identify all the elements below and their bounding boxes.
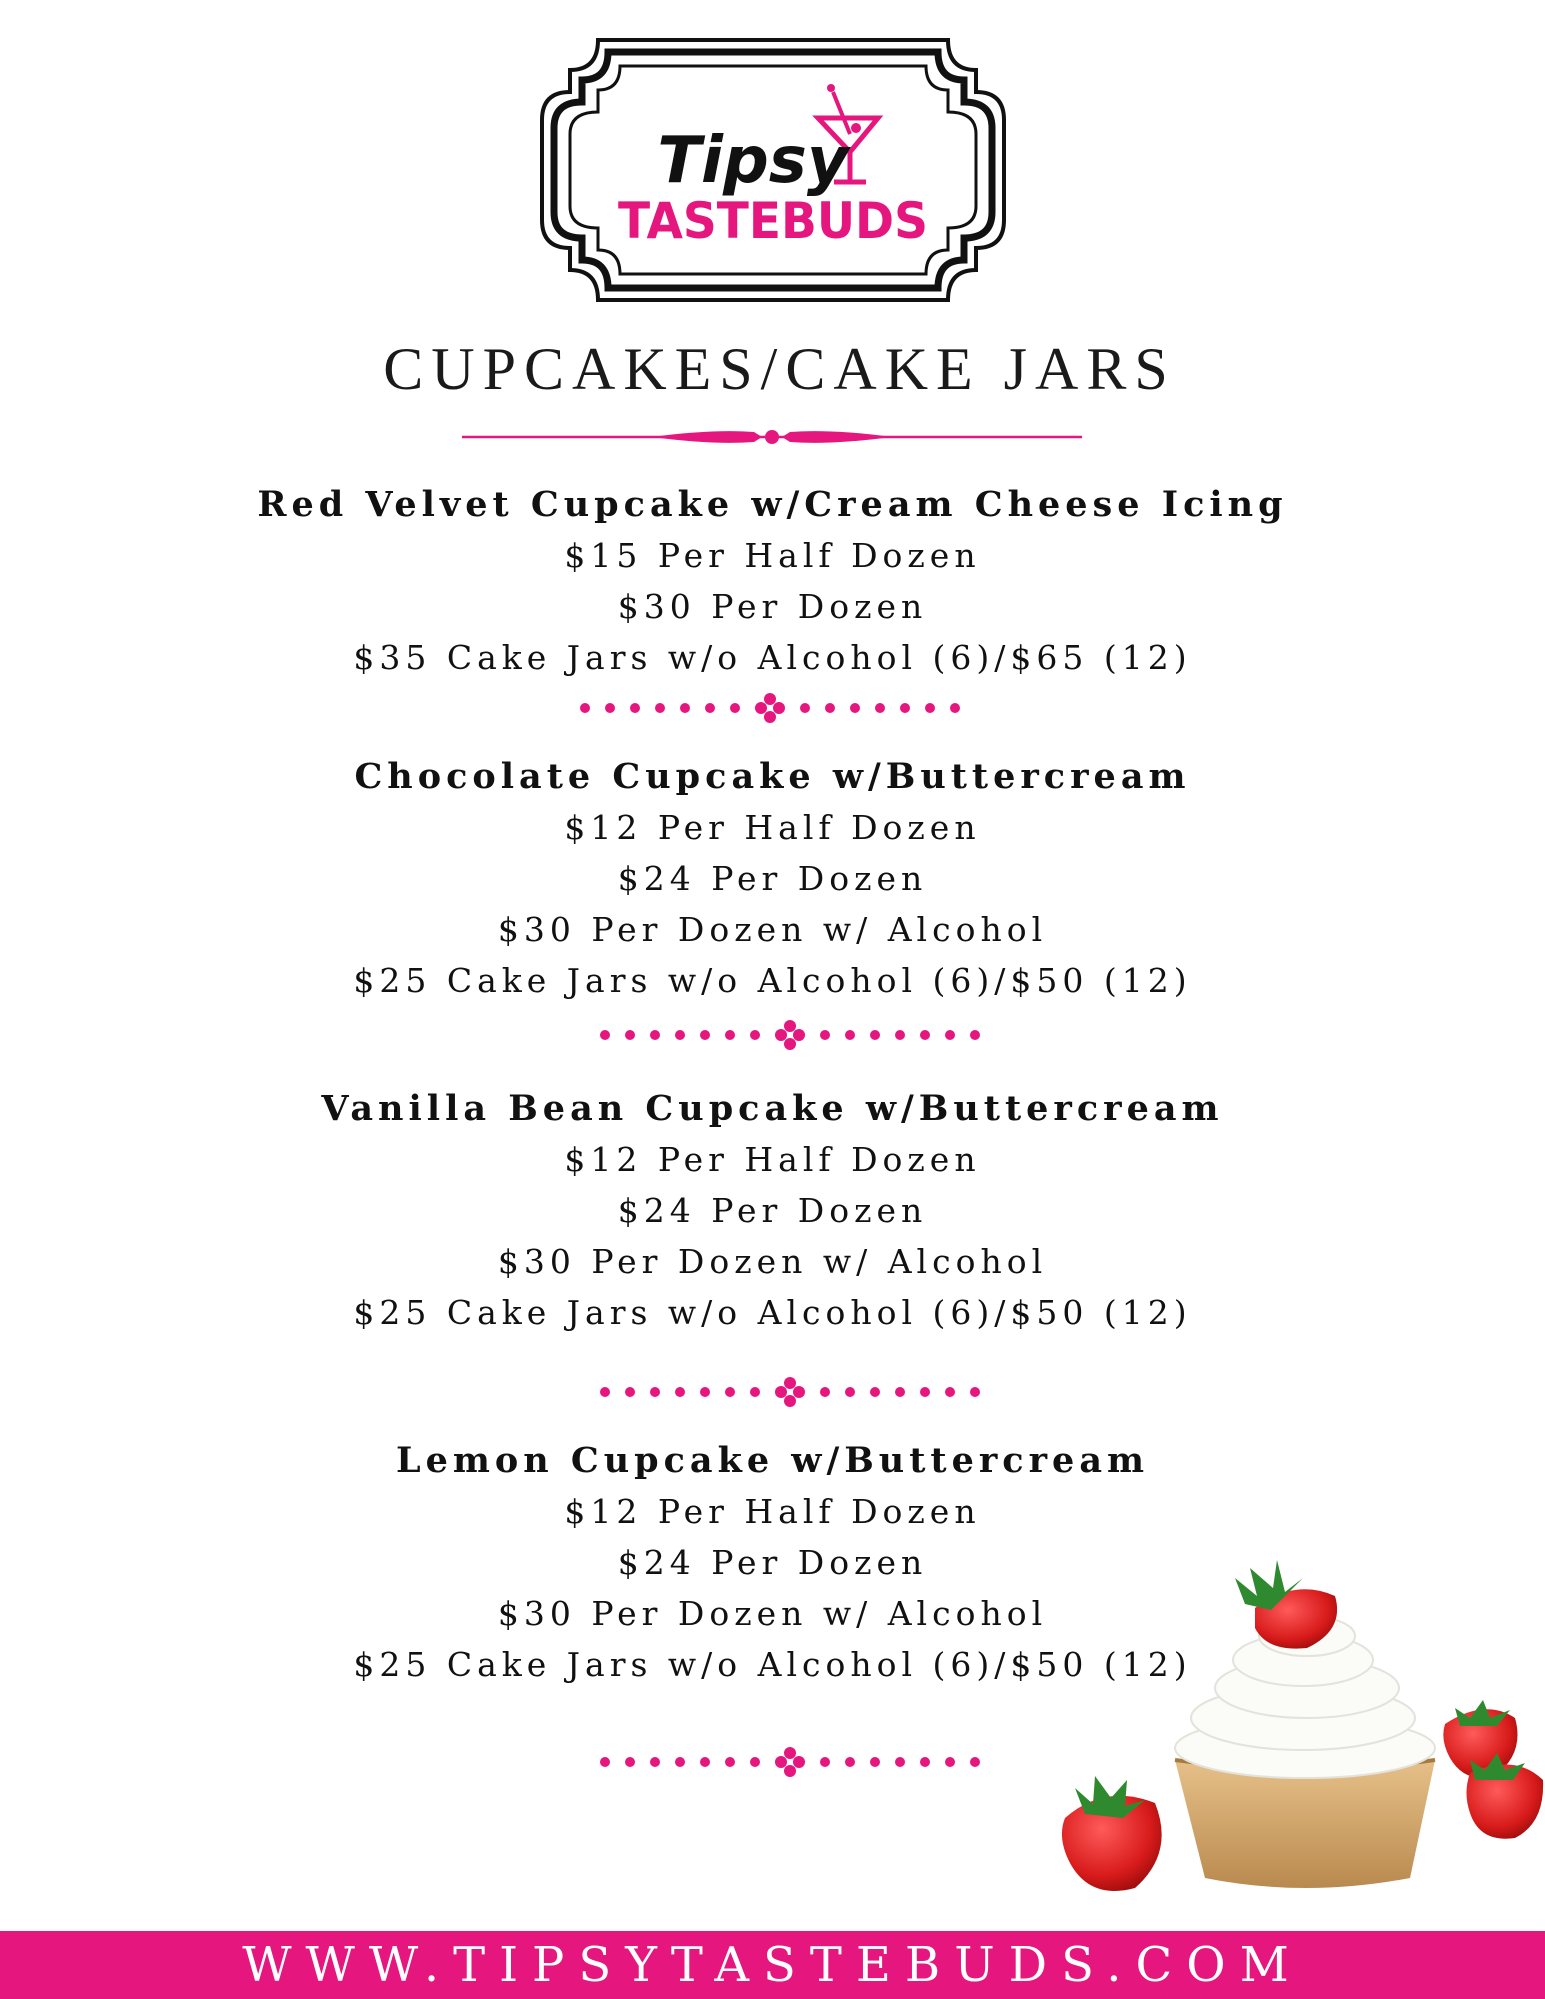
item-name: Vanilla Bean Cupcake w/Buttercream [321,1088,1224,1129]
flourish-icon [775,1747,805,1777]
item-name: Lemon Cupcake w/Buttercream [395,1440,1150,1481]
item-price: $25 Cake Jars w/o Alcohol (6)/$50 (12) [353,1645,1192,1684]
dot-divider [590,1742,990,1782]
item-price: $30 Per Dozen w/ Alcohol [497,910,1048,949]
dot-divider [590,1015,990,1055]
item-price: $30 Per Dozen w/ Alcohol [497,1594,1048,1633]
logo-tastebuds-text: TASTEBUDS [618,192,928,250]
flourish-icon [775,1020,805,1050]
item-price: $12 Per Half Dozen [564,1140,981,1179]
item-price: $30 Per Dozen [617,587,928,626]
menu-item-red-velvet [0,480,1545,683]
flourish-icon [755,693,785,723]
item-price: $15 Per Half Dozen [564,536,981,575]
dot-row-left [580,703,740,713]
dot-divider [590,1372,990,1412]
item-name: Chocolate Cupcake w/Buttercream [354,756,1191,797]
strawberry-icon [1467,1753,1544,1839]
item-price: $25 Cake Jars w/o Alcohol (6)/$50 (12) [353,1293,1192,1332]
menu-item-vanilla-bean [0,1084,1545,1338]
item-name: Red Velvet Cupcake w/Cream Cheese Icing [257,484,1288,525]
website-footer[interactable]: WWW.TIPSYTASTEBUDS.COM [0,1931,1545,1999]
item-price: $12 Per Half Dozen [564,808,981,847]
item-price: $35 Cake Jars w/o Alcohol (6)/$65 (12) [353,638,1192,677]
dot-divider [570,688,970,728]
page-title: CUPCAKES/CAKE JARS [383,336,1176,402]
menu-item-chocolate [0,752,1545,1006]
flourish-icon [775,1377,805,1407]
strawberry-icon [1062,1776,1162,1891]
item-price: $30 Per Dozen w/ Alcohol [497,1242,1048,1281]
logo-tipsy-text: Tipsy [657,124,849,198]
cupcake-strawberry-illustration [1045,1548,1545,1933]
item-price: $12 Per Half Dozen [564,1492,981,1531]
item-price: $24 Per Dozen [617,1543,928,1582]
strawberry-icon [1235,1560,1337,1649]
item-price: $24 Per Dozen [617,859,928,898]
tipsy-tastebuds-logo [528,30,1018,310]
item-price: $24 Per Dozen [617,1191,928,1230]
title-divider [462,420,1082,454]
dot-row-right [800,703,960,713]
item-price: $25 Cake Jars w/o Alcohol (6)/$50 (12) [353,961,1192,1000]
